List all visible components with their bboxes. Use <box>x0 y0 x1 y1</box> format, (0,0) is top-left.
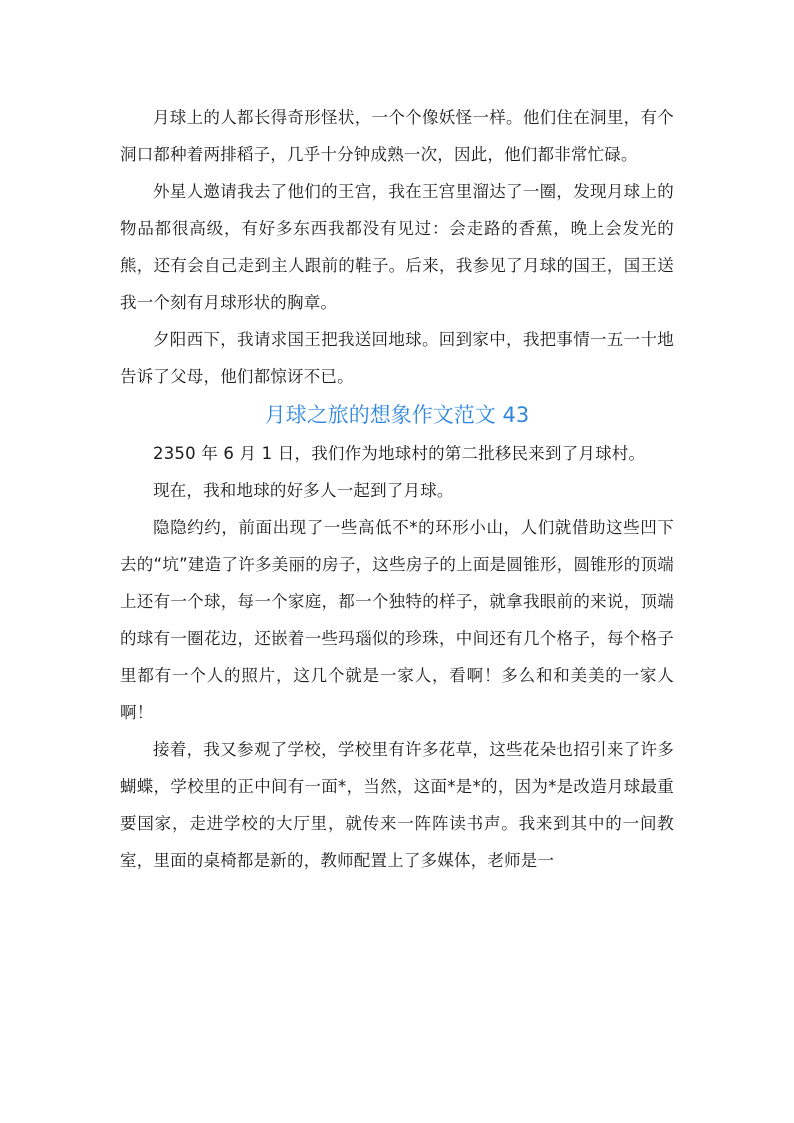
document-page <box>120 99 674 879</box>
paragraph-houses: 隐隐约约，前面出现了一些高低不*的环形小山，人们就借助这些凹下去的“坑”建造了许多美丽的房子，这些房子的上面是圆锥形，圆锥形的顶端上还有一个球，每一个家庭，都一个独特的样子，就拿我眼前的来说，顶端的球有一圈花边，还嵌着一些玛瑙似的珍珠，中间还有几个格子，每个格子里都有一个人的照片，这几个就是一家人，看啊！多么和和美美的一家人啊！ <box>120 518 674 722</box>
paragraph-return-home: 夕阳西下，我请求国王把我送回地球。回到家中，我把事情一五一十地告诉了父母，他们都惊讶不已。 <box>120 330 674 386</box>
paragraph-alien-palace: 外星人邀请我去了他们的王宫，我在王宫里溜达了一圈，发现月球上的物品都很高级，有好多东西我都没有见过：会走路的香蕉，晚上会发光的熊，还有会自己走到主人跟前的鞋子。后来，我参见了月球的国王，国王送我一个刻有月球形状的胸章。 <box>120 182 674 312</box>
paragraph-date-migration: 2350 年 6 月 1 日，我们作为地球村的第二批移民来到了月球村。 <box>153 444 646 463</box>
paragraph-arrived-moon: 现在，我和地球的好多人一起到了月球。 <box>153 481 454 500</box>
paragraph-school: 接着，我又参观了学校，学校里有许多花草，这些花朵也招引来了许多蝴蝶，学校里的正中间有一面*，当然，这面*是*的，因为*是改造月球最重要国家，走进学校的大厅里，就传来一阵阵读书声。我来到其中的一间教室，里面的桌椅都是新的，教师配置上了多媒体，老师是一 <box>120 740 674 870</box>
paragraph-moon-people: 月球上的人都长得奇形怪状，一个个像妖怪一样。他们住在洞里，有个洞口都种着两排稻子，几乎十分钟成熟一次，因此，他们都非常忙碌。 <box>120 108 674 164</box>
essay-heading: 月球之旅的想象作文范文 43 <box>264 403 530 427</box>
